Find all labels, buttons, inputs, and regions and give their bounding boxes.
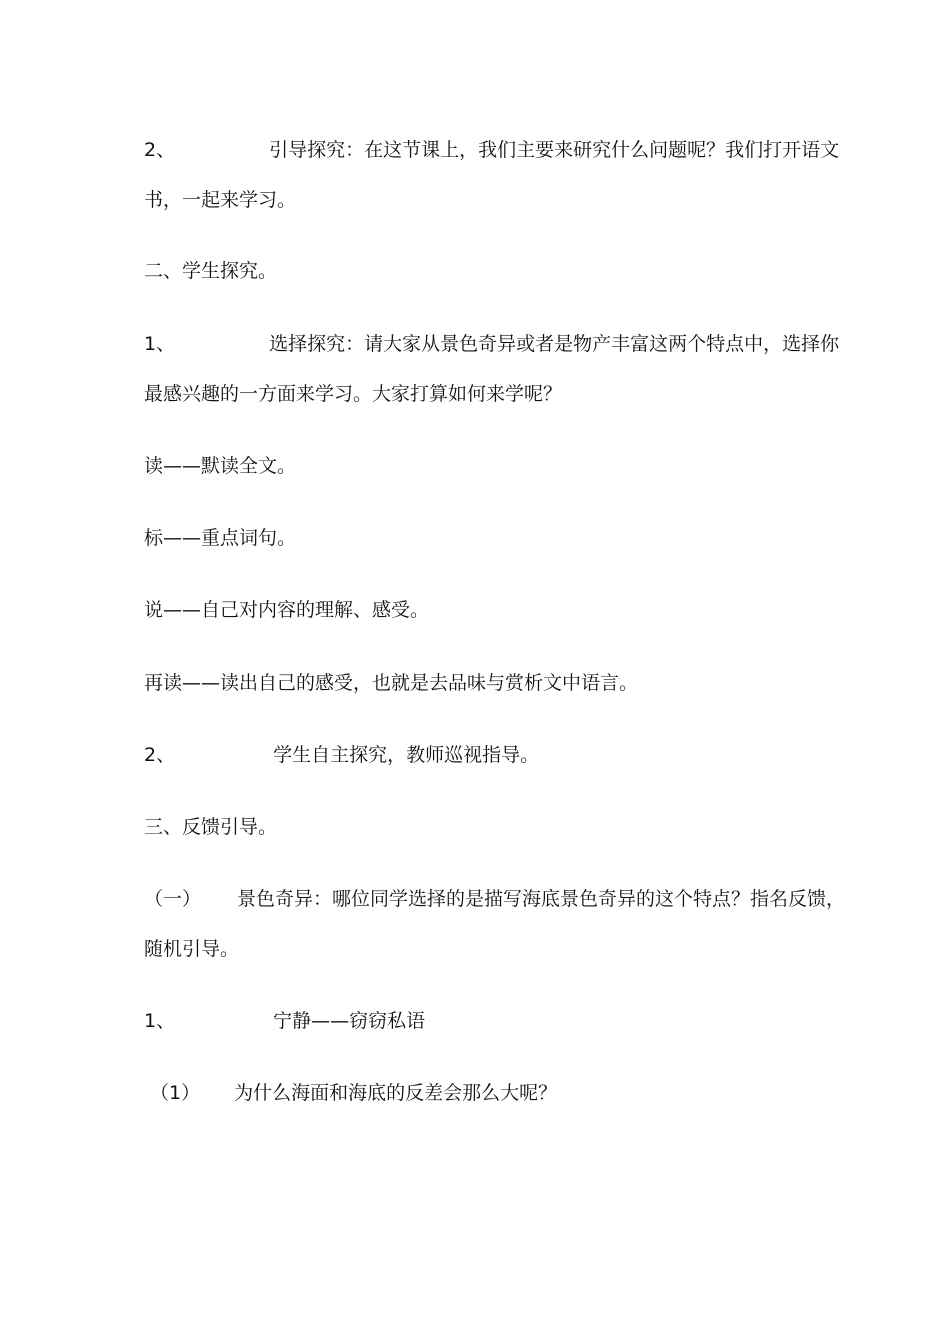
- paragraph-line: [144, 743, 539, 767]
- paragraph-text: 最感兴趣的一方面来学习。大家打算如何来学呢？: [144, 383, 563, 405]
- paragraph-text: 宁静——窃窃私语: [273, 1010, 426, 1032]
- paragraph-text: 再读——读出自己的感受，也就是去品味与赏析文中语言。: [144, 672, 639, 694]
- list-number: 2、: [144, 744, 176, 766]
- list-number: 1、: [144, 1010, 176, 1032]
- paragraph-line: [144, 1009, 425, 1033]
- list-number: 2、: [144, 139, 176, 161]
- section-heading: [144, 259, 277, 283]
- paragraph-text: 选择探究：请大家从景色奇异或者是物产丰富这两个特点中，选择你: [269, 333, 840, 355]
- paragraph-text: 读——默读全文。: [144, 455, 297, 477]
- paragraph-text: 书，一起来学习。: [144, 189, 297, 211]
- paragraph-text: 随机引导。: [144, 938, 240, 960]
- paragraph-text: 引导探究：在这节课上，我们主要来研究什么问题呢？我们打开语文: [269, 139, 840, 161]
- paragraph-line: [144, 526, 296, 550]
- paragraph-line: [144, 382, 562, 406]
- list-number: （1）: [150, 1082, 201, 1104]
- list-number: （一）: [144, 888, 202, 910]
- heading-text: 三、反馈引导。: [144, 816, 278, 838]
- paragraph-line: [150, 1081, 557, 1105]
- paragraph-line: [144, 332, 839, 356]
- paragraph-line: [144, 671, 638, 695]
- paragraph-line: [144, 598, 429, 622]
- paragraph-text: 标——重点词句。: [144, 527, 297, 549]
- paragraph-text: 为什么海面和海底的反差会那么大呢？: [234, 1082, 558, 1104]
- paragraph-line: [144, 454, 296, 478]
- paragraph-line: [144, 188, 296, 212]
- heading-text: 二、学生探究。: [144, 260, 278, 282]
- section-heading: [144, 815, 277, 839]
- paragraph-line: [144, 887, 845, 911]
- paragraph-text: 景色奇异：哪位同学选择的是描写海底景色奇异的这个特点？指名反馈，: [237, 888, 846, 910]
- list-number: 1、: [144, 333, 176, 355]
- paragraph-text: 学生自主探究，教师巡视指导。: [273, 744, 540, 766]
- paragraph-line: [144, 138, 839, 162]
- paragraph-text: 说——自己对内容的理解、感受。: [144, 599, 430, 621]
- paragraph-line: [144, 937, 239, 961]
